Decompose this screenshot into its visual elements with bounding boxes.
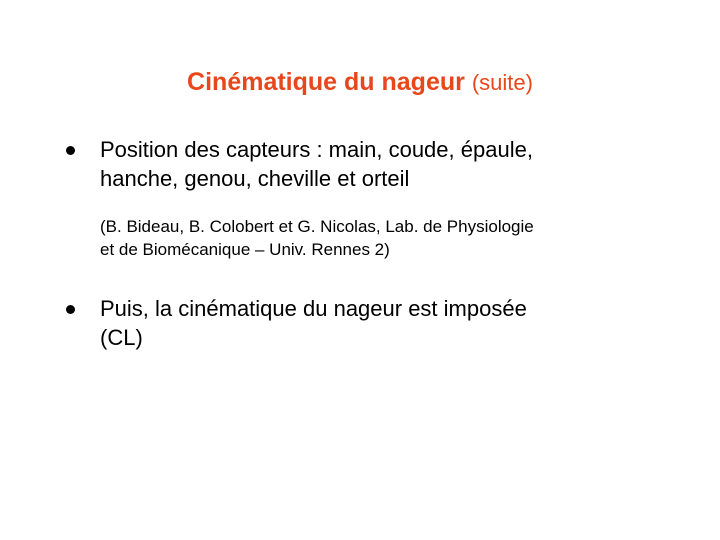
bullet-line: Position des capteurs : main, coude, épaule, — [100, 137, 533, 162]
bullet-dot-icon — [66, 305, 75, 314]
bullet-line: Puis, la cinématique du nageur est imposée — [100, 296, 527, 321]
bullet-item-kinematics — [62, 294, 662, 352]
slide-title-suffix: (suite) — [471, 70, 533, 95]
bullet-line: (CL) — [100, 325, 143, 350]
note-line: (B. Bideau, B. Colobert et G. Nicolas, Lab. de Physiologie — [100, 217, 534, 236]
bullet-dot-icon — [66, 146, 75, 155]
reference-note — [100, 215, 680, 261]
slide-title — [0, 64, 720, 101]
bullet-text — [100, 294, 662, 352]
bullet-text — [100, 135, 662, 193]
bullet-line: hanche, genou, cheville et orteil — [100, 166, 410, 191]
bullet-item-sensors — [62, 135, 662, 193]
note-line: et de Biomécanique – Univ. Rennes 2) — [100, 240, 390, 259]
slide-title-main: Cinématique du nageur — [187, 68, 465, 96]
